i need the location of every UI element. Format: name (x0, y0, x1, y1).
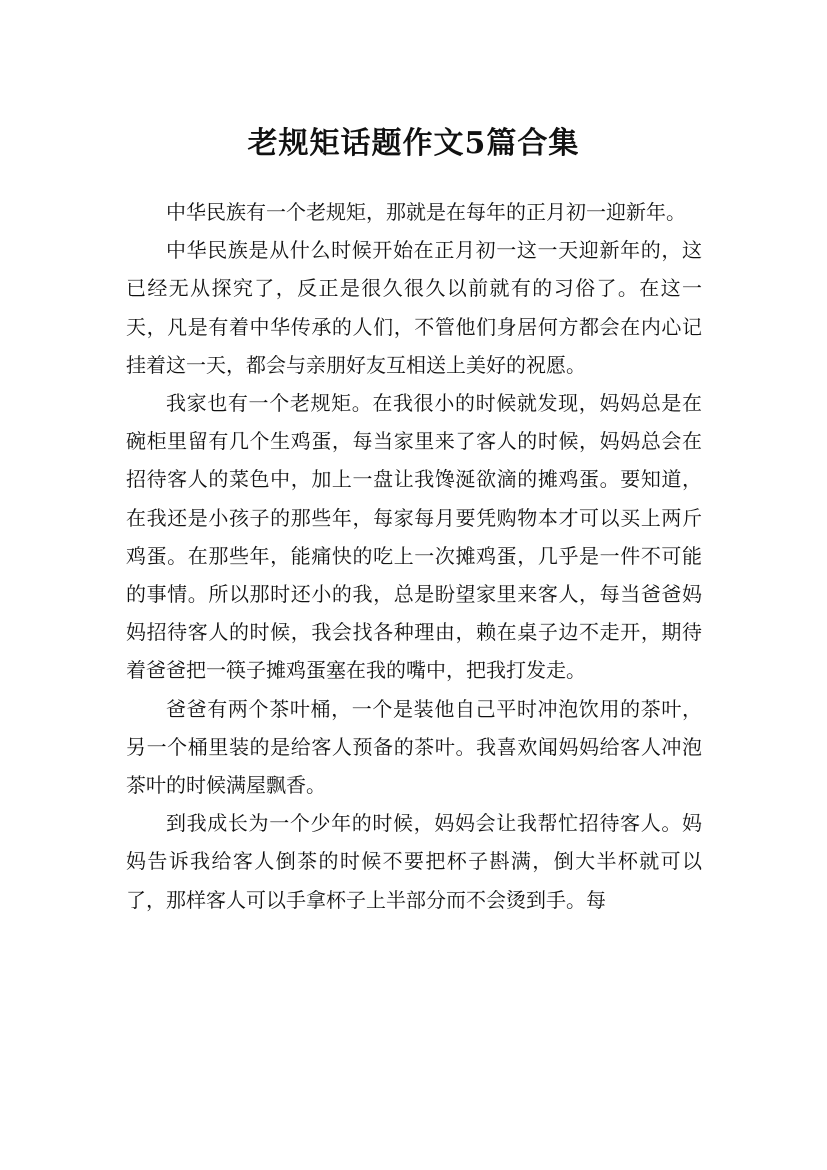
document-title: 老规矩话题作文5篇合集 (247, 126, 580, 162)
paragraph-5: 到我成长为一个少年的时候，妈妈会让我帮忙招待客人。妈妈告诉我给客人倒茶的时候不要把杯子斟满，倒大半杯就可以了，那样客人可以手拿杯子上半部分而不会烫到手。每 (126, 811, 702, 912)
paragraph-4: 爸爸有两个茶叶桶，一个是装他自己平时冲泡饮用的茶叶，另一个桶里装的是给客人预备的茶叶。我喜欢闻妈妈给客人冲泡茶叶的时候满屋飘香。 (126, 696, 702, 798)
paragraph-1: 中华民族有一个老规矩，那就是在每年的正月初一迎新年。 (166, 200, 686, 224)
document-body (126, 193, 702, 919)
paragraph-2: 中华民族是从什么时候开始在正月初一这一天迎新年的，这已经无从探究了，反正是很久很久以前就有的习俗了。在这一天，凡是有着中华传承的人们，不管他们身居何方都会在内心记挂着这一天，都会与亲朋好友互相送上美好的祝愿。 (126, 238, 702, 377)
paragraph-3: 我家也有一个老规矩。在我很小的时候就发现，妈妈总是在碗柜里留有几个生鸡蛋，每当家里来了客人的时候，妈妈总会在招待客人的菜色中，加上一盘让我馋涎欲滴的摊鸡蛋。要知道，在我还是小孩子的那些年，每家每月要凭购物本才可以买上两斤鸡蛋。在那些年，能痛快的吃上一次摊鸡蛋，几乎是一件不可能的事情。所以那时还小的我，总是盼望家里来客人，每当爸爸妈妈招待客人的时候，我会找各种理由，赖在桌子边不走开，期待着爸爸把一筷子摊鸡蛋塞在我的嘴中，把我打发走。 (126, 391, 702, 683)
